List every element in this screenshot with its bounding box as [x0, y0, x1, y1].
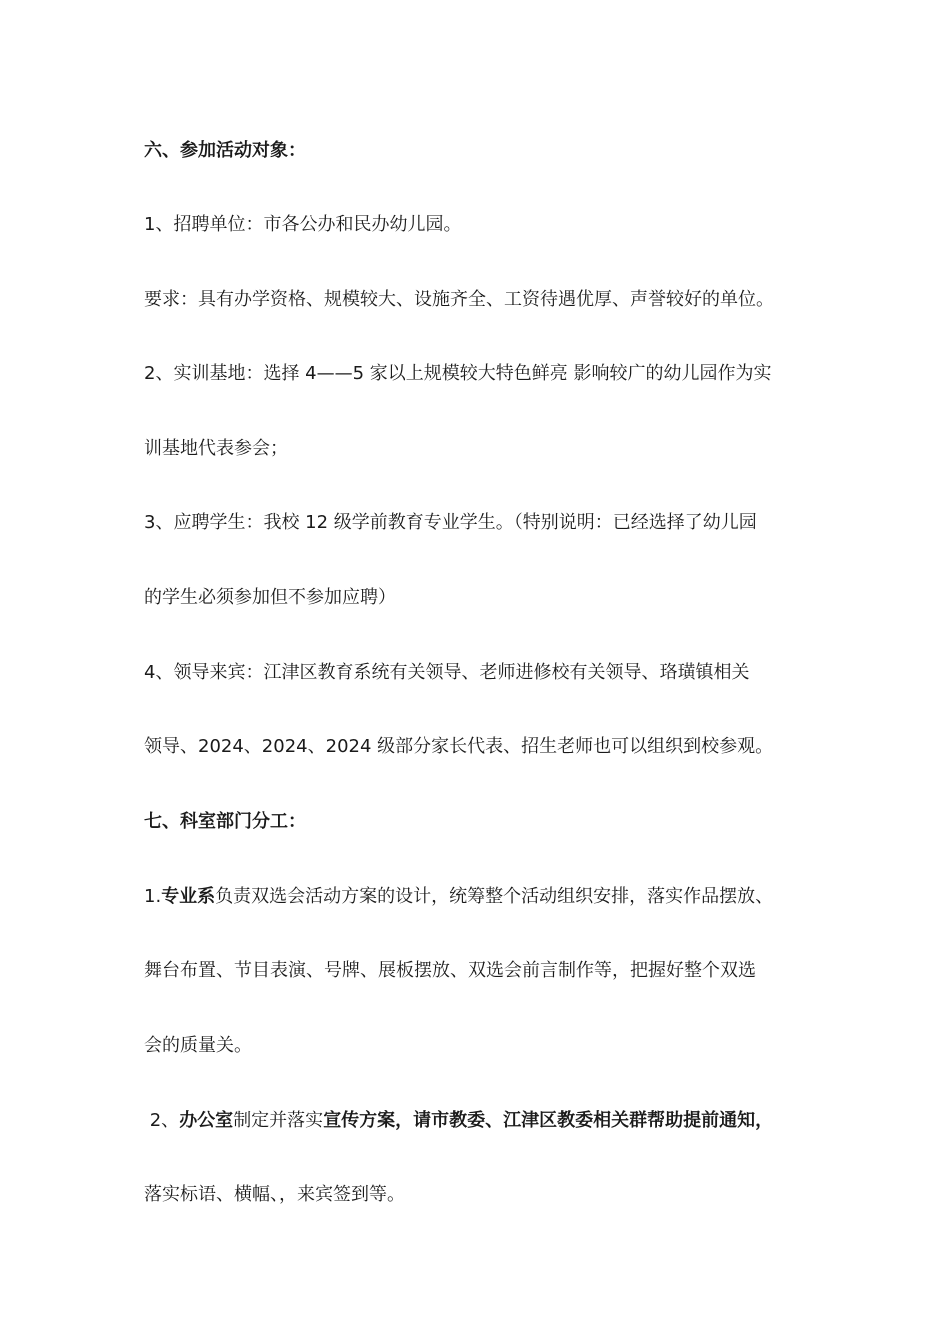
item-4-line-1: 4、领导来宾：江津区教育系统有关领导、老师进修校有关领导、珞璜镇相关 — [144, 662, 750, 683]
section-7-item-2-line-1 — [144, 1108, 834, 1134]
item-1-number: 1. — [144, 886, 162, 907]
item-2-line-1: 2、实训基地：选择 4——5 家以上规模较大特色鲜亮 影响较广的幼儿园作为实 — [144, 363, 772, 384]
item-2-number: 2、 — [144, 1110, 180, 1131]
item-1-recruiting-units: 1、招聘单位：市各公办和民办幼儿园。 — [144, 214, 462, 235]
section-6-heading: 六、参加活动对象： — [144, 140, 306, 161]
section-7-item-1-line-2: 舞台布置、节目表演、号牌、展板摆放、双选会前言制作等，把握好整个双选 — [144, 960, 756, 981]
section-7-item-1-line-3: 会的质量关。 — [144, 1035, 252, 1056]
section-7-heading: 七、科室部门分工： — [144, 811, 306, 832]
item-2-text: 制定并落实 — [233, 1110, 324, 1131]
item-1-text: 负责双选会活动方案的设计，统筹整个活动组织安排，落实作品摆放、 — [215, 886, 774, 907]
item-3-line-1: 3、应聘学生：我校 12 级学前教育专业学生。（特别说明：已经选择了幼儿园 — [144, 512, 757, 533]
item-3-line-2: 的学生必须参加但不参加应聘） — [144, 587, 396, 608]
item-2-department: 办公室 — [179, 1110, 234, 1131]
requirement-text: 要求：具有办学资格、规模较大、设施齐全、工资待遇优厚、声誉较好的单位。 — [144, 289, 774, 310]
item-2-line-2: 训基地代表参会； — [144, 438, 288, 459]
item-4-line-2: 领导、2024、2024、2024 级部分家长代表、招生老师也可以组织到校参观。 — [144, 736, 774, 757]
section-7-item-2-line-2: 落实标语、横幅、，来宾签到等。 — [144, 1184, 405, 1205]
item-1-department: 专业系 — [161, 886, 216, 907]
item-2-bold-text: 宣传方案，请市教委、江津区教委相关群帮助提前通知， — [323, 1110, 774, 1131]
section-7-item-1-line-1 — [144, 884, 834, 910]
